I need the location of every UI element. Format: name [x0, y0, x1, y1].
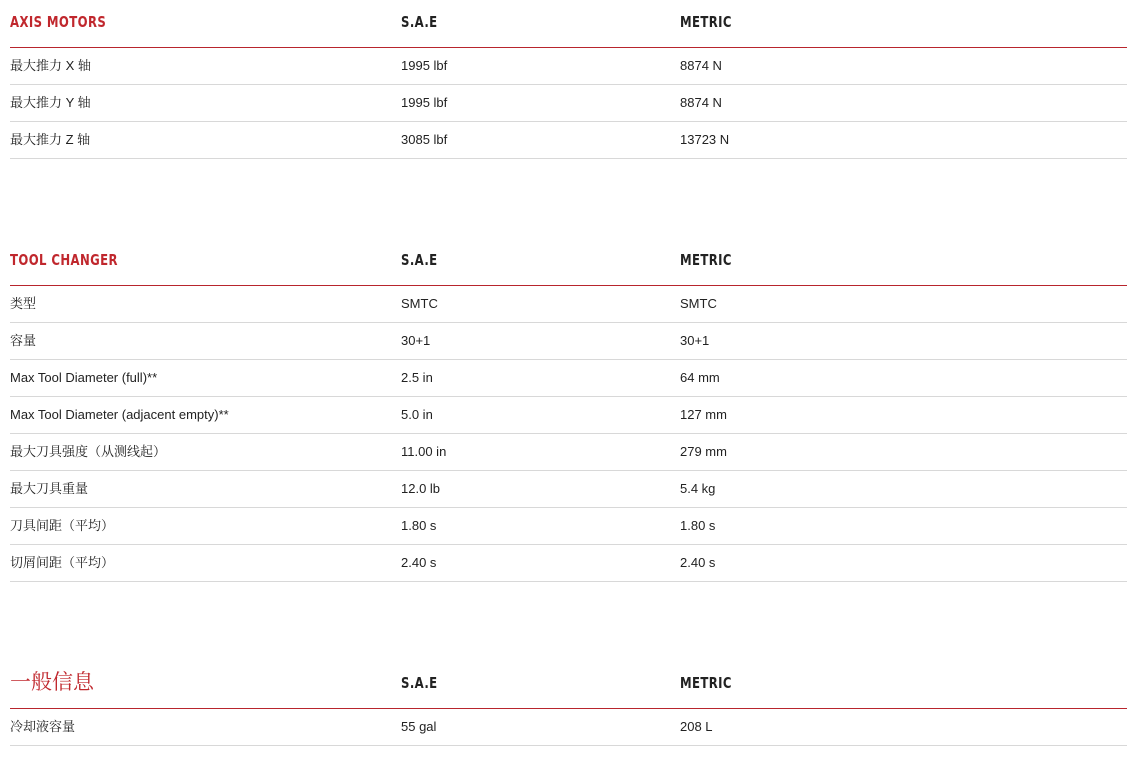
spec-sae-value: 30+1	[401, 333, 431, 348]
spec-sae-value: 1995 lbf	[401, 95, 448, 110]
spec-row	[10, 471, 1127, 508]
spec-row	[10, 508, 1127, 545]
spec-sae-value: 12.0 lb	[401, 481, 441, 496]
spec-label: 最大推力 Y 轴	[10, 95, 91, 110]
spec-label: 刀具间距（平均）	[10, 518, 115, 533]
spec-label: 冷却液容量	[10, 719, 76, 734]
spec-metric-value: 30+1	[680, 333, 710, 348]
section-header	[10, 661, 1127, 709]
spec-label: 类型	[10, 296, 37, 311]
sae-column-header: S.A.E	[401, 251, 438, 269]
spec-sae-value: 1995 lbf	[401, 58, 448, 73]
spec-sae-value: 3085 lbf	[401, 132, 448, 147]
spec-label: 最大刀具强度（从测线起）	[10, 444, 167, 459]
spec-sae-value: SMTC	[401, 296, 438, 311]
spec-row	[10, 397, 1127, 434]
spec-metric-value: 2.40 s	[680, 555, 716, 570]
section-title: TOOL CHANGER	[10, 251, 118, 269]
spec-label: 切屑间距（平均）	[10, 555, 115, 570]
spec-row	[10, 434, 1127, 471]
spec-row	[10, 48, 1127, 85]
spec-metric-value: 8874 N	[680, 95, 722, 110]
section-header	[10, 238, 1127, 286]
spec-metric-value: SMTC	[680, 296, 717, 311]
spec-sae-value: 2.40 s	[401, 555, 437, 570]
spec-row	[10, 122, 1127, 159]
spec-metric-value: 5.4 kg	[680, 481, 716, 496]
spec-label: 最大刀具重量	[10, 481, 89, 496]
spec-row	[10, 323, 1127, 360]
metric-column-header: METRIC	[680, 674, 732, 692]
tool-changer-section	[10, 238, 1127, 582]
spec-metric-value: 127 mm	[680, 407, 727, 422]
spec-sae-value: 11.00 in	[401, 444, 447, 459]
spec-label: 容量	[10, 333, 37, 348]
spec-sae-value: 5.0 in	[401, 407, 433, 422]
spec-row	[10, 545, 1127, 582]
metric-column-header: METRIC	[680, 13, 732, 31]
spec-sae-value: 2.5 in	[401, 370, 433, 385]
section-title: AXIS MOTORS	[10, 13, 107, 31]
spec-metric-value: 1.80 s	[680, 518, 716, 533]
spec-sae-value: 55 gal	[401, 719, 437, 734]
axis-motors-section	[10, 0, 1127, 159]
spec-row	[10, 85, 1127, 122]
spec-metric-value: 8874 N	[680, 58, 722, 73]
sae-column-header: S.A.E	[401, 13, 438, 31]
spec-sae-value: 1.80 s	[401, 518, 437, 533]
spec-row	[10, 709, 1127, 746]
spec-label: 最大推力 X 轴	[10, 58, 91, 73]
spec-label: Max Tool Diameter (adjacent empty)**	[10, 407, 229, 422]
spec-row	[10, 360, 1127, 397]
spec-row	[10, 286, 1127, 323]
spec-metric-value: 279 mm	[680, 444, 727, 459]
spec-metric-value: 13723 N	[680, 132, 730, 147]
spec-metric-value: 64 mm	[680, 370, 720, 385]
sae-column-header: S.A.E	[401, 674, 438, 692]
metric-column-header: METRIC	[680, 251, 732, 269]
spec-metric-value: 208 L	[680, 719, 713, 734]
general-info-section	[10, 661, 1127, 746]
section-title: 一般信息	[10, 670, 94, 694]
spec-label: Max Tool Diameter (full)**	[10, 370, 158, 385]
spec-label: 最大推力 Z 轴	[10, 132, 91, 147]
section-header	[10, 0, 1127, 48]
